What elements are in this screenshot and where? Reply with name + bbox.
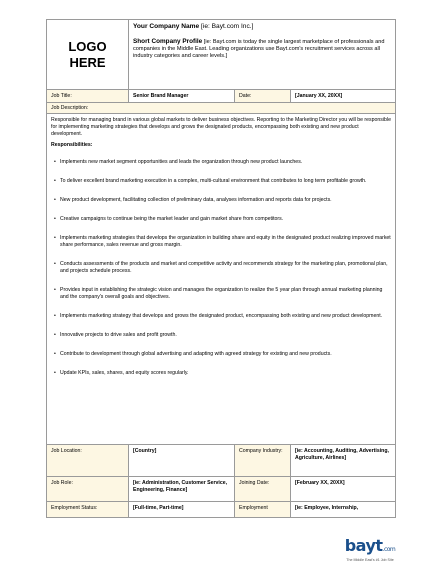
bayt-logo	[334, 538, 406, 563]
bullet-icon: •	[54, 332, 56, 338]
bullet-icon: •	[54, 370, 56, 376]
responsibility-item	[51, 313, 391, 320]
responsibility-text: Innovative projects to drive sales and profit growth.	[60, 332, 177, 338]
detail-value: [February XX, 20XX]	[295, 480, 345, 486]
job-details-table	[46, 444, 396, 518]
responsibility-text: Implements marketing strategy that develops and grows the designated product, encompassing both existing and new product development.	[60, 313, 383, 319]
responsibility-item	[51, 159, 391, 166]
responsibility-text: Implements new market segment opportunities and leads the organization through new product launches.	[60, 159, 303, 165]
responsibility-text: Contribute to development through global advertising and adapting with agreed strategy for existing and new products.	[60, 351, 332, 357]
bullet-icon: •	[54, 159, 56, 165]
responsibility-text: New product development, facilitating collection of preliminary data, analyses information and reports data for projects.	[60, 197, 332, 203]
responsibility-item	[51, 178, 391, 185]
document-header	[46, 19, 396, 90]
responsibility-text: Creative campaigns to continue being the market leader and gain market share from competitors.	[60, 216, 284, 222]
logo-placeholder	[47, 20, 129, 89]
logo-line-1: LOGO	[68, 38, 107, 54]
bullet-icon: •	[54, 287, 56, 293]
detail-label: Job Role:	[47, 477, 129, 501]
job-description-body	[46, 114, 396, 444]
responsibility-item	[51, 370, 391, 377]
detail-label: Company Industry:	[235, 445, 291, 476]
responsibilities-list	[51, 159, 391, 377]
details-row	[47, 445, 395, 477]
bayt-wordmark: bayt.com	[344, 536, 396, 555]
responsibility-text: Implements marketing strategies that develops the organization in building share and equity in the designated product realizing improved market share performance, sales revenue and gross margin.	[60, 235, 391, 248]
detail-label: Joining Date:	[235, 477, 291, 501]
job-title-value: Senior Brand Manager	[129, 90, 235, 102]
detail-value: [ie: Accounting, Auditing, Advertising, Agriculture, Airlines]	[295, 448, 389, 461]
responsibility-text: Conducts assessments of the products and market and competitive activity and recommends strategy for the marketing plan, promotional plan, and projects schedule process.	[60, 261, 388, 274]
company-profile: Short Company Profile [ie: Bayt.com is today the single largest marketplace of professionals and companies in the Middle East. Leading organizations use Bayt.com's recruitment services across all industry categories and career levels.]	[133, 38, 385, 59]
details-row	[47, 477, 395, 502]
detail-value: [Full-time, Part-time]	[129, 502, 235, 517]
responsibility-item	[51, 216, 391, 223]
bullet-icon: •	[54, 216, 56, 222]
responsibility-item	[51, 332, 391, 339]
responsibility-item	[51, 351, 391, 358]
date-value: [January XX, 20XX]	[291, 90, 395, 102]
job-description-document	[46, 19, 396, 518]
responsibilities-heading: Responsibilities:	[51, 142, 93, 148]
detail-value: [ie: Administration, Customer Service, Engineering, Finance]	[129, 477, 235, 501]
responsibility-item	[51, 235, 391, 249]
job-summary: Responsible for managing brand in various global markets to deliver business objectives. Reporting to the Marketing Director you will be responsible for implementing marketing strategies that develops and grows the designated products, encompassing both existing and new product development.	[51, 117, 391, 137]
date-label: Date:	[235, 90, 291, 102]
details-row	[47, 502, 395, 517]
logo-line-2: HERE	[69, 54, 106, 70]
job-title-row	[46, 90, 396, 103]
responsibility-item	[51, 287, 391, 301]
bullet-icon: •	[54, 235, 56, 241]
bullet-icon: •	[54, 351, 56, 357]
responsibility-item	[51, 261, 391, 275]
detail-label: Employment	[235, 502, 291, 517]
bullet-icon: •	[54, 261, 56, 267]
bayt-tagline: The Middle East's #1 Job Site	[346, 558, 394, 562]
company-info	[129, 20, 395, 89]
responsibility-text: Update KPIs, sales, shares, and equity scores regularly.	[60, 370, 189, 376]
job-title-label: Job Title:	[47, 90, 129, 102]
responsibility-item	[51, 197, 391, 204]
detail-label: Employment Status:	[47, 502, 129, 517]
detail-label: Job Location:	[47, 445, 129, 476]
job-description-label: Job Description:	[46, 103, 396, 114]
bullet-icon: •	[54, 197, 56, 203]
responsibility-text: Provides input in establishing the strategic vision and manages the organization to realize the 5 year plan through annual marketing planning and the company's overall goals and objectives.	[60, 287, 383, 300]
detail-value: [Country]	[129, 445, 235, 476]
detail-value: [ie: Employee, Internship,	[295, 505, 359, 511]
responsibility-text: To deliver excellent brand marketing execution in a complex, multi-cultural environment that contributes to long term profitable growth.	[60, 178, 367, 184]
company-name: Your Company Name [ie: Bayt.com Inc.]	[133, 23, 254, 30]
bullet-icon: •	[54, 178, 56, 184]
bullet-icon: •	[54, 313, 56, 319]
